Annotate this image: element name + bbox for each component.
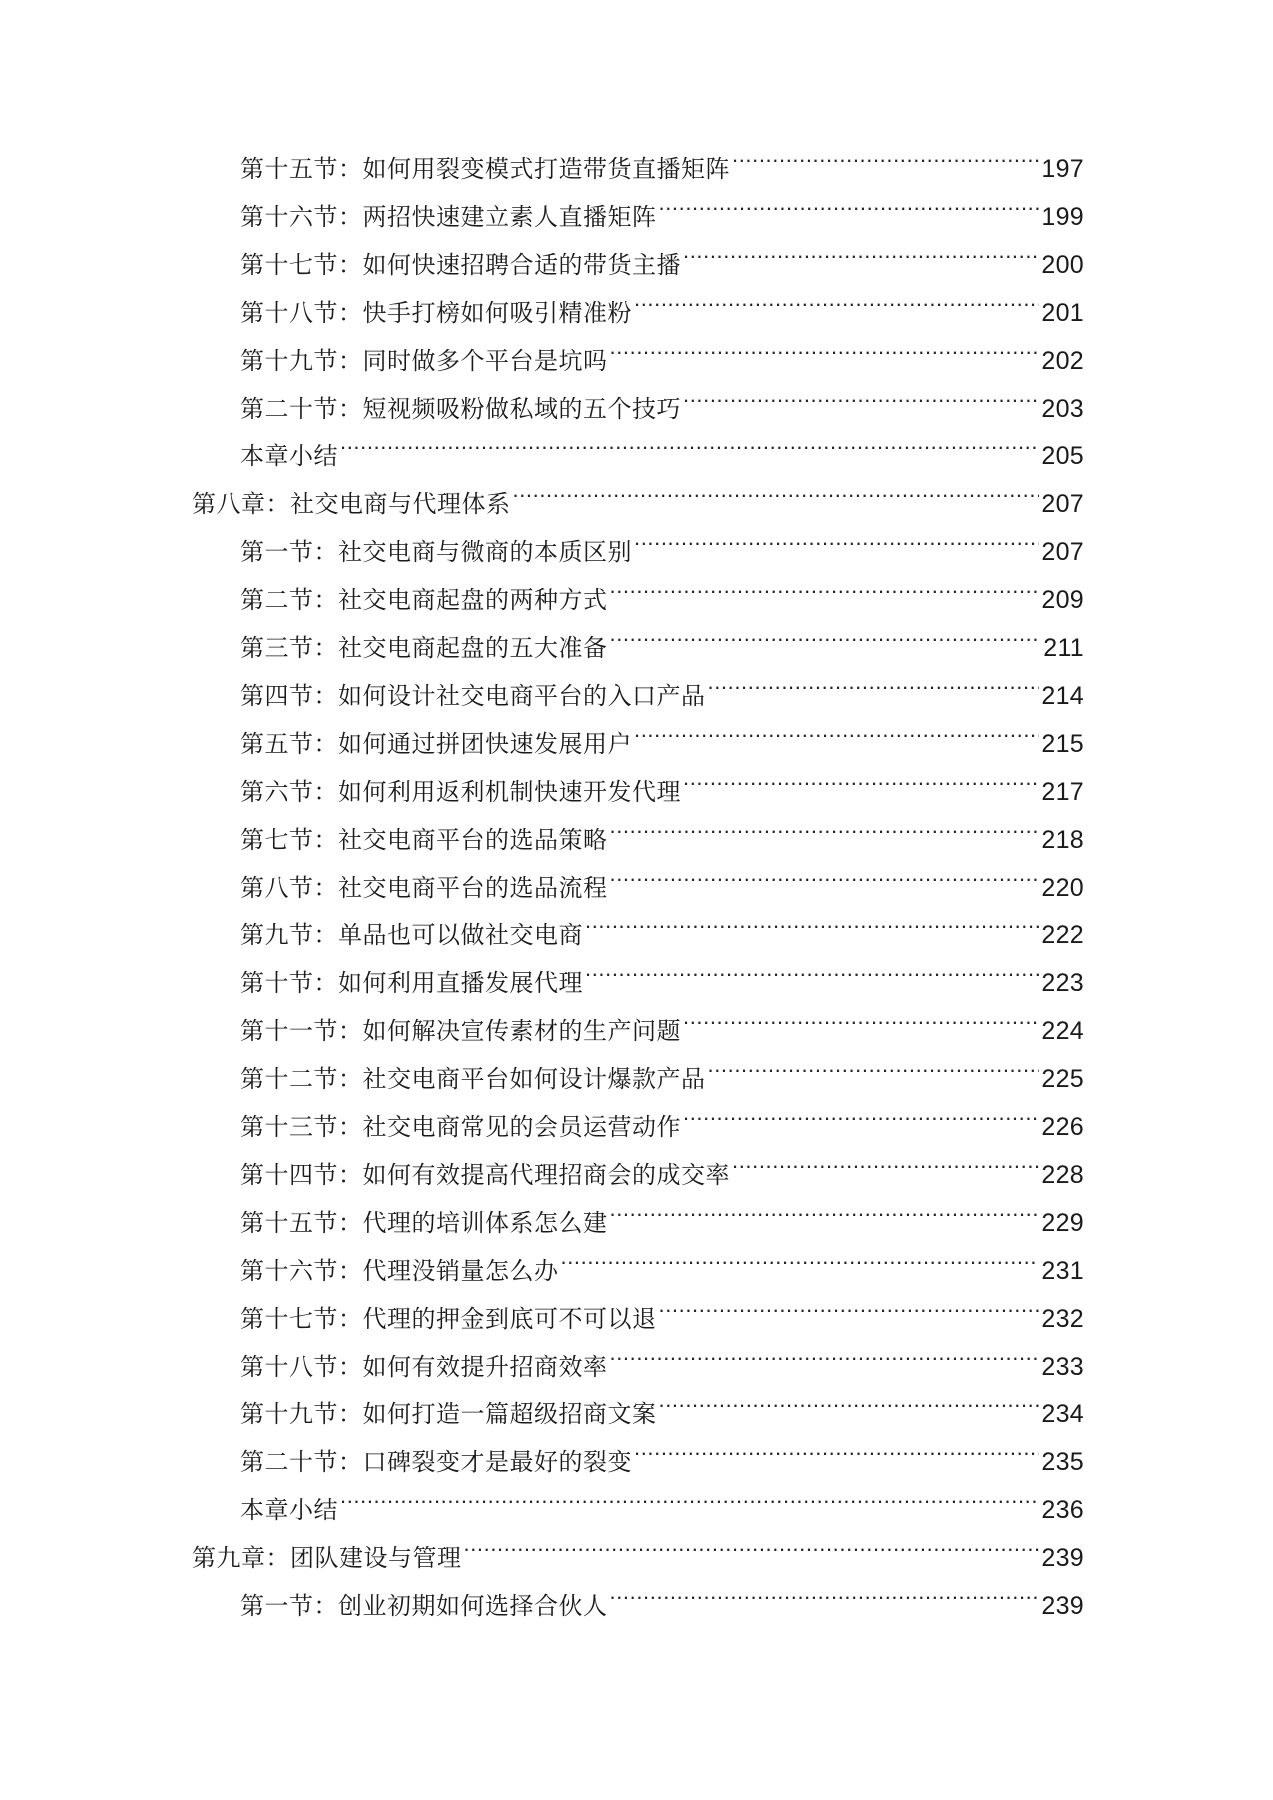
toc-page-number: 229 (1041, 1208, 1084, 1237)
toc-entry-title: 第十五节：代理的培训体系怎么建 (240, 1208, 608, 1237)
dot-leader (610, 848, 1040, 896)
dot-leader (683, 991, 1039, 1039)
toc-page-number: 207 (1041, 538, 1084, 567)
toc-page-number: 222 (1041, 921, 1084, 950)
toc-entry-title: 第一节：创业初期如何选择合伙人 (240, 1592, 608, 1620)
toc-section-entry[interactable] (240, 1183, 1084, 1237)
dot-leader (464, 1518, 1040, 1566)
toc-entry-title: 第十节：如何利用直播发展代理 (240, 969, 583, 998)
dot-leader (610, 1327, 1040, 1375)
toc-section-entry[interactable] (240, 416, 1084, 471)
dot-leader (610, 608, 1042, 656)
toc-entry-title: 第十一节：如何解决宣传素材的生产问题 (240, 1017, 681, 1046)
toc-entry-title: 第五节：如何通过拼团快速发展用户 (240, 729, 632, 758)
toc-entry-title: 第二十节：口碑裂变才是最好的裂变 (240, 1448, 632, 1477)
toc-section-entry[interactable] (240, 1087, 1084, 1141)
toc-entry-title: 第八章：社交电商与代理体系 (192, 490, 511, 519)
dot-leader (634, 1422, 1039, 1470)
toc-entry-title: 第十八节：快手打榜如何吸引精准粉 (240, 298, 632, 327)
toc-section-entry[interactable] (240, 560, 1084, 615)
toc-page-number: 217 (1041, 777, 1084, 806)
toc-entry-title: 第十五节：如何用裂变模式打造带货直播矩阵 (240, 155, 730, 183)
toc-page-number: 234 (1041, 1400, 1084, 1429)
dot-leader (610, 800, 1040, 848)
toc-section-entry[interactable] (240, 512, 1084, 567)
toc-section-entry[interactable] (240, 1374, 1084, 1429)
toc-section-entry[interactable] (240, 177, 1084, 231)
dot-leader (585, 943, 1039, 991)
toc-page-number: 218 (1041, 825, 1084, 854)
toc-page-number: 214 (1041, 681, 1084, 710)
toc-page-number: 226 (1041, 1113, 1084, 1141)
toc-page-number: 239 (1041, 1592, 1084, 1620)
toc-section-entry[interactable] (240, 656, 1084, 710)
toc-entry-title: 第十九节：如何打造一篇超级招商文案 (240, 1400, 657, 1429)
toc-section-entry[interactable] (240, 991, 1084, 1046)
dot-leader (732, 129, 1039, 177)
toc-entry-title: 第一节：社交电商与微商的本质区别 (240, 538, 632, 567)
dot-leader (659, 1374, 1040, 1422)
dot-leader (732, 1135, 1039, 1183)
toc-entry-title: 第十六节：两招快速建立素人直播矩阵 (240, 202, 657, 231)
toc-page-number: 209 (1041, 586, 1084, 615)
toc-section-entry[interactable] (240, 848, 1084, 902)
toc-page-number: 197 (1041, 155, 1084, 183)
toc-entry-title: 第九节：单品也可以做社交电商 (240, 921, 583, 950)
toc-page-number: 200 (1041, 250, 1084, 279)
toc-page-number: 211 (1043, 634, 1084, 662)
dot-leader (610, 321, 1040, 369)
dot-leader (708, 1039, 1040, 1087)
toc-entry-title: 第二节：社交电商起盘的两种方式 (240, 586, 608, 615)
dot-leader (634, 704, 1039, 752)
toc-entry-title: 第九章：团队建设与管理 (192, 1544, 462, 1573)
toc-section-entry[interactable] (240, 1470, 1084, 1525)
dot-leader (683, 1087, 1039, 1135)
dot-leader (340, 416, 1039, 464)
toc-page-number: 203 (1041, 394, 1084, 423)
toc-section-entry[interactable] (240, 608, 1084, 662)
toc-page-number: 233 (1041, 1352, 1084, 1381)
dot-leader (683, 225, 1039, 273)
toc-entry-title: 第十八节：如何有效提升招商效率 (240, 1352, 608, 1381)
toc-entry-title: 本章小结 (240, 442, 338, 471)
toc-section-entry[interactable] (240, 1422, 1084, 1477)
toc-entry-title: 第三节：社交电商起盘的五大准备 (240, 634, 608, 662)
toc-page-number: 202 (1041, 346, 1084, 375)
toc-entry-title: 第十二节：社交电商平台如何设计爆款产品 (240, 1065, 706, 1094)
toc-section-entry[interactable] (240, 800, 1084, 854)
toc-page-number: 215 (1041, 729, 1084, 758)
toc-section-entry[interactable] (240, 1566, 1084, 1620)
toc-chapter-entry[interactable] (192, 1518, 1084, 1573)
toc-entry-title: 第十七节：代理的押金到底可不可以退 (240, 1304, 657, 1333)
toc-entry-title: 第十九节：同时做多个平台是坑吗 (240, 346, 608, 375)
toc-section-entry[interactable] (240, 321, 1084, 375)
toc-section-entry[interactable] (240, 1231, 1084, 1285)
toc-page-number: 231 (1041, 1256, 1084, 1285)
toc-entry-title: 本章小结 (240, 1496, 338, 1525)
toc-page-number: 205 (1041, 442, 1084, 471)
dot-leader (513, 464, 1040, 512)
toc-page-number: 236 (1041, 1496, 1084, 1525)
toc-section-entry[interactable] (240, 895, 1084, 950)
toc-entry-title: 第四节：如何设计社交电商平台的入口产品 (240, 681, 706, 710)
toc-entry-title: 第十三节：社交电商常见的会员运营动作 (240, 1113, 681, 1141)
toc-entry-title: 第八节：社交电商平台的选品流程 (240, 873, 608, 902)
dot-leader (659, 177, 1040, 225)
toc-entry-title: 第十四节：如何有效提高代理招商会的成交率 (240, 1160, 730, 1189)
toc-entry-title: 第二十节：短视频吸粉做私域的五个技巧 (240, 394, 681, 423)
dot-leader (634, 273, 1039, 321)
toc-page-number: 228 (1041, 1160, 1084, 1189)
toc-section-entry[interactable] (240, 1135, 1084, 1189)
toc-section-entry[interactable] (240, 1279, 1084, 1333)
toc-section-entry[interactable] (240, 943, 1084, 998)
toc-section-entry[interactable] (240, 129, 1084, 183)
toc-entry-title: 第六节：如何利用返利机制快速开发代理 (240, 777, 681, 806)
toc-entry-title: 第十七节：如何快速招聘合适的带货主播 (240, 250, 681, 279)
toc-page-number: 199 (1041, 202, 1084, 231)
dot-leader (610, 1183, 1040, 1231)
toc-page-number: 201 (1041, 298, 1084, 327)
toc-section-entry[interactable] (240, 1039, 1084, 1094)
dot-leader (708, 656, 1040, 704)
toc-section-entry[interactable] (240, 225, 1084, 279)
toc-entry-title: 第七节：社交电商平台的选品策略 (240, 825, 608, 854)
dot-leader (610, 1566, 1040, 1614)
dot-leader (585, 895, 1039, 943)
toc-page-number: 239 (1041, 1544, 1084, 1573)
dot-leader (634, 512, 1039, 560)
dot-leader (683, 752, 1039, 800)
toc-page-number: 235 (1041, 1448, 1084, 1477)
dot-leader (561, 1231, 1040, 1279)
toc-page-number: 207 (1041, 490, 1084, 519)
toc-page-number: 225 (1041, 1065, 1084, 1094)
dot-leader (610, 560, 1040, 608)
toc-chapter-entry[interactable] (192, 464, 1084, 519)
toc-section-entry[interactable] (240, 752, 1084, 806)
toc-entry-title: 第十六节：代理没销量怎么办 (240, 1256, 559, 1285)
dot-leader (659, 1279, 1040, 1327)
toc-page-number: 220 (1041, 873, 1084, 902)
dot-leader (683, 369, 1039, 417)
toc-page-number: 223 (1041, 969, 1084, 998)
toc-page-number: 232 (1041, 1304, 1084, 1333)
toc-section-entry[interactable] (240, 273, 1084, 327)
toc-section-entry[interactable] (240, 704, 1084, 758)
toc-section-entry[interactable] (240, 369, 1084, 423)
toc-section-entry[interactable] (240, 1327, 1084, 1381)
dot-leader (340, 1470, 1039, 1518)
toc-page-number: 224 (1041, 1017, 1084, 1046)
